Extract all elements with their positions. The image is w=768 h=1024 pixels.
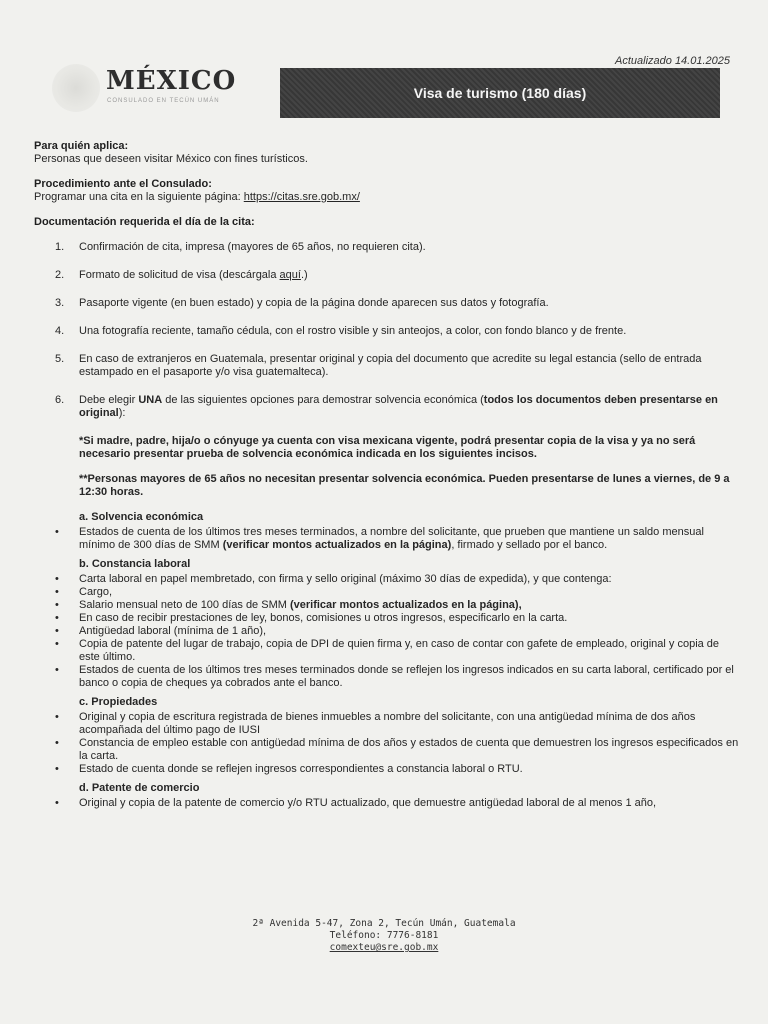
title-banner [280, 68, 720, 118]
item-number: 3. [55, 297, 65, 309]
list-item [34, 297, 740, 310]
document-body [34, 140, 740, 816]
bullet-icon: • [55, 526, 59, 538]
item-text: En caso de extranjeros en Guatemala, presentar original y copia del documento que acredite su legal estancia (sello de entrada estampado en el pasaporte y/o visa guatemalteca). [79, 353, 702, 378]
bullet-list-b [34, 573, 740, 690]
item-text: Cargo, [79, 586, 113, 598]
bullet-icon: • [55, 763, 59, 775]
item-text-post: ): [118, 407, 126, 419]
list-item [34, 586, 740, 599]
footer-address: 2ª Avenida 5-47, Zona 2, Tecún Umán, Guatemala [252, 918, 516, 929]
bullet-list-a [34, 526, 740, 552]
item-number: 2. [55, 269, 65, 281]
item-text: Copia de patente del lugar de trabajo, copia de DPI de quien firma y, en caso de contar con gafete de empleado, original y copia de este último. [79, 638, 720, 663]
seniors-note: **Personas mayores de 65 años no necesitan presentar solvencia económica. Pueden presentarse de lunes a viernes, de 9 a 12:30 horas. [79, 473, 730, 498]
item-text: En caso de recibir prestaciones de ley, bonos, comisiones u otros ingresos, especificarlo en la carta. [79, 612, 568, 624]
item-text-bold: (verificar montos actualizados en la página), [289, 599, 522, 611]
applies-heading: Para quién aplica: [34, 140, 129, 152]
applies-section [34, 140, 740, 166]
footer [0, 918, 768, 954]
item-number: 5. [55, 353, 65, 365]
docs-section [34, 216, 740, 420]
procedure-text [34, 191, 740, 204]
item-text-post: , firmado y sellado por el banco. [451, 539, 608, 551]
subsection-heading-a: a. Solvencia económica [79, 511, 204, 523]
bullet-icon: • [55, 586, 59, 598]
bullet-icon: • [55, 612, 59, 624]
item-text-bold: UNA [138, 394, 163, 406]
item-text: Estados de cuenta de los últimos tres meses terminados, a nombre del solicitante, que prueben que mantiene un saldo mensual mínimo de 300 días de SMM [79, 526, 704, 551]
footer-email-link[interactable]: comexteu@sre.gob.mx [329, 942, 439, 953]
bullet-icon: • [55, 625, 59, 637]
procedure-text-label: Programar una cita en la siguiente página: [34, 191, 241, 203]
logo-name: MÉXICO [106, 66, 237, 96]
list-item [34, 599, 740, 612]
bullet-icon: • [55, 664, 59, 676]
bullet-icon: • [55, 797, 59, 809]
item-text: Estado de cuenta donde se reflejen ingresos correspondientes a constancia laboral o RTU. [79, 763, 523, 775]
citas-link[interactable]: https://citas.sre.gob.mx/ [243, 191, 360, 203]
list-item [34, 763, 740, 776]
item-text-bold: (verificar montos actualizados en la página) [222, 539, 452, 551]
item-text: Salario mensual neto de 100 días de SMM [79, 599, 287, 611]
item-text: Formato de solicitud de visa (descárgala [79, 269, 277, 281]
list-item [34, 269, 740, 282]
bullet-list-c [34, 711, 740, 776]
list-item [34, 526, 740, 552]
list-item [34, 737, 740, 763]
list-item [34, 638, 740, 664]
coat-of-arms-icon [52, 64, 100, 112]
subsection-heading-b: b. Constancia laboral [79, 558, 191, 570]
item-text: Original y copia de escritura registrada de bienes inmuebles a nombre del solicitante, con una antigüedad mínima de dos años acompañada del último pago de IUSI [79, 711, 696, 736]
list-item [34, 664, 740, 690]
item-text: Pasaporte vigente (en buen estado) y copia de la página donde aparecen sus datos y fotografía. [79, 297, 549, 309]
footer-phone: Teléfono: 7776-8181 [329, 930, 439, 941]
item-text-mid: de las siguientes opciones para demostrar solvencia económica ( [165, 394, 484, 406]
item-text: Constancia de empleo estable con antigüedad mínima de dos años y estados de cuenta que demuestren los ingresos especificados en la carta. [79, 737, 739, 762]
docs-list [34, 241, 740, 420]
list-item [34, 625, 740, 638]
list-item [34, 394, 740, 420]
docs-heading: Documentación requerida el día de la cita: [34, 216, 255, 228]
item-text: Una fotografía reciente, tamaño cédula, con el rostro visible y sin anteojos, a color, con fondo blanco y de frente. [79, 325, 627, 337]
item-text-bold: todos los documentos deben presentarse en original [79, 394, 718, 419]
bullet-icon: • [55, 711, 59, 723]
applies-text: Personas que deseen visitar México con fines turísticos. [34, 153, 308, 165]
procedure-section [34, 178, 740, 204]
item-text-pre: Debe elegir [79, 394, 136, 406]
updated-date: Actualizado 14.01.2025 [615, 55, 730, 67]
subsection-heading-d: d. Patente de comercio [79, 782, 200, 794]
item-text-end: .) [300, 269, 308, 281]
mexico-logo [52, 64, 242, 110]
list-item [34, 711, 740, 737]
bullet-icon: • [55, 737, 59, 749]
item-text: Antigüedad laboral (mínima de 1 año), [79, 625, 267, 637]
item-number: 1. [55, 241, 65, 253]
form-download-link[interactable]: aquí [279, 269, 301, 281]
bullet-icon: • [55, 573, 59, 585]
subsection-heading-c: c. Propiedades [79, 696, 158, 708]
item-number: 6. [55, 394, 65, 406]
bullet-icon: • [55, 599, 59, 611]
list-item [34, 353, 740, 379]
procedure-heading: Procedimiento ante el Consulado: [34, 178, 212, 190]
item-text: Confirmación de cita, impresa (mayores de 65 años, no requieren cita). [79, 241, 426, 253]
bullet-icon: • [55, 638, 59, 650]
list-item [34, 241, 740, 254]
item-text: Carta laboral en papel membretado, con firma y sello original (máximo 30 días de expedida), y que contenga: [79, 573, 612, 585]
list-item [34, 573, 740, 586]
list-item [34, 325, 740, 338]
banner-title: Visa de turismo (180 días) [413, 85, 587, 101]
logo-subtitle: CONSULADO EN TECÚN UMÁN [107, 98, 220, 104]
list-item [34, 612, 740, 625]
item-number: 4. [55, 325, 65, 337]
family-visa-note: *Si madre, padre, hija/o o cónyuge ya cuenta con visa mexicana vigente, podrá presentar copia de la visa y ya no será necesario presentar prueba de solvencia económica indicada en los siguientes incisos. [79, 435, 696, 460]
item-text: Original y copia de la patente de comercio y/o RTU actualizado, que demuestre antigüedad laboral de al menos 1 año, [79, 797, 657, 809]
list-item [34, 797, 740, 810]
item-text: Estados de cuenta de los últimos tres meses terminados donde se reflejen los ingresos indicados en su carta laboral, certificado por el banco o copia de cheques ya cobrados ante el banco. [79, 664, 734, 689]
bullet-list-d [34, 797, 740, 810]
